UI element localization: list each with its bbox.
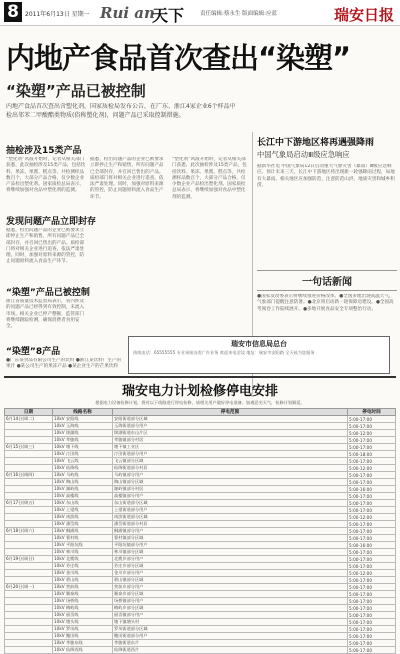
row-date [5, 535, 53, 542]
row-date [5, 521, 53, 528]
table-row [5, 437, 396, 444]
table-row [5, 570, 396, 577]
row-time: 5:00-17:00 [348, 500, 396, 507]
row-date [5, 570, 53, 577]
weather-subhead: 中国气象局启动Ⅲ级应急响应 [257, 150, 350, 159]
column-header-area: 停电范围 [113, 409, 348, 416]
row-time: 5:00-12:00 [348, 514, 396, 521]
row-area: 上望街道部分用户 [113, 507, 348, 514]
column-text-3: 浙江省质量技术监督局表示，省内涉及的问题产品已经得到有效控制，未流入市场。相关企业已停产整顿，监管部门将继续跟踪检测，确保消费者食用安全。 [6, 299, 85, 330]
row-time: 5:00-17:00 [348, 479, 396, 486]
row-time: 5:00-17:00 [348, 626, 396, 633]
row-line: 10kV 潘岱线 [53, 521, 113, 528]
row-time: 5:00-17:00 [348, 416, 396, 423]
row-line: 10kV 罗凤线 [53, 626, 113, 633]
row-time: 5:00-16:00 [348, 486, 396, 493]
row-date [5, 486, 53, 493]
section-title: 天下 [152, 6, 185, 25]
table-row [5, 521, 396, 528]
row-date [5, 437, 53, 444]
column-text-right: “塑化剂”风波开始时，记者从相关部门获悉，此次抽检涉及15类产品，包括饮料、果冻、果酱、糕点等，共检测样品数百个，大部分产品合格，仅少数企业产品检出塑化剂。国家质检总局表示，将继续加强对食品中塑化剂的监测。 [172, 157, 247, 200]
table-row [5, 493, 396, 500]
table-row [5, 633, 396, 640]
row-line: 10kV 林川线 [53, 549, 113, 556]
row-date [5, 605, 53, 612]
row-line: 10kV 北麂线 [53, 556, 113, 563]
table-row [5, 507, 396, 514]
row-area: 罗凤街道部分区域 [113, 626, 348, 633]
row-time: 5:00-16:00 [348, 542, 396, 549]
row-time: 5:00-17:00 [348, 619, 396, 626]
row-time: 5:00-17:00 [348, 647, 396, 654]
outage-table-body [5, 416, 396, 654]
row-line: 10kV 南滨线 [53, 514, 113, 521]
table-row [5, 444, 396, 451]
row-area: 潘岱街道部分村居 [113, 521, 348, 528]
table-row [5, 500, 396, 507]
table-row [5, 451, 396, 458]
row-time: 5:00-12:00 [348, 570, 396, 577]
section-heading-3: “染塑”产品已被控制 [6, 288, 90, 298]
table-row [5, 514, 396, 521]
column-header-time: 停电时间 [348, 409, 396, 416]
newspaper-logo: 瑞安日报 [333, 6, 394, 24]
column-text-4: ●广东某食品有限公司生产的饮料 ●浙江某饮料厂生产的果汁 ●某公司生产的果冻产品 ●某企业生产的芒果饮料 [6, 358, 122, 370]
row-time: 5:00-17:00 [348, 507, 396, 514]
main-subhead: “染塑”产品已被控制 [6, 82, 146, 100]
row-area: 营前乡部分用户 [113, 584, 348, 591]
row-area: 马屿镇部分用户 [113, 472, 348, 479]
table-row [5, 479, 396, 486]
row-time: 5:00-17:00 [348, 598, 396, 605]
row-area: 高楼镇部分用户 [113, 493, 348, 500]
row-area: 林川镇部分区域 [113, 549, 348, 556]
row-time: 5:00-17:00 [348, 493, 396, 500]
column-text-2: 据悉，检出问题产品的企业已被要求立即停止生产和销售，所有问题产品已全部封存，并召回已售出的产品。质检部门将对相关企业进行追查，依法严肃处理。同时，加强对原料来源的管控，防止问题原料流入食品生产环节。 [6, 228, 85, 265]
row-date [5, 612, 53, 619]
row-line: 10kV 丽岙线 [53, 612, 113, 619]
table-row [5, 486, 396, 493]
table-row [5, 605, 396, 612]
row-date: 6月15日(周三) [5, 444, 53, 451]
row-time: 5:00-17:00 [348, 423, 396, 430]
row-time: 5:00-17:00 [348, 556, 396, 563]
table-row [5, 647, 396, 654]
article-lead: 内地产食品首次查出含塑化剂，国家质检局发布公告，在广东、浙江4家企业6个样品中检出邻苯二甲酸酯类物质(俗称塑化剂)，问题产品已采取控制措施。 [6, 103, 236, 119]
section-heading-2: 发现问题产品立即封存 [6, 217, 97, 227]
row-date: 6月19日(周日) [5, 556, 53, 563]
row-area: 碧山镇部分区域 [113, 577, 348, 584]
column-text-middle: 据悉，检出问题产品的企业已被要求立即停止生产和销售，所有问题产品已全部封存，并召回已售出的产品。质检部门将对相关企业进行追查，依法严肃处理。同时，加强对原料来源的管控，防止问题原料流入食品生产环节。 [90, 157, 164, 200]
row-area: 飞云镇部分区域 [113, 458, 348, 465]
row-line: 10kV 仙降西线 [53, 647, 113, 654]
row-area: 桐浦镇部分用户 [113, 528, 348, 535]
row-date: 6月20日(周一) [5, 584, 53, 591]
row-line: 10kV 高楼线 [53, 493, 113, 500]
outage-note: 根据电力设备检修计划，将对以下线路进行停电检修，请相关用户做好停电准备。如遇恶劣天气，检修计划顺延。 [95, 400, 305, 405]
row-line: 10kV 玉海线 [53, 423, 113, 430]
row-date [5, 626, 53, 633]
table-row [5, 591, 396, 598]
row-time: 5:00-12:00 [348, 430, 396, 437]
row-area: 玉海街道部分用户 [113, 423, 348, 430]
row-time: 5:00-17:00 [348, 437, 396, 444]
table-row [5, 556, 396, 563]
brief-news-title: 一句话新闻 [257, 270, 397, 291]
header-editors: 责任编辑:蔡永生 版面编辑:应蓝 [200, 11, 277, 17]
row-date [5, 591, 53, 598]
row-line: 10kV 金川线 [53, 570, 113, 577]
table-row [5, 465, 396, 472]
row-area: 湖岭镇部分村居 [113, 486, 348, 493]
row-date: 6月17日(周五) [5, 500, 53, 507]
outage-title: 瑞安电力计划检修停电安排 [121, 384, 278, 399]
row-area: 仙降街道西片 [113, 647, 348, 654]
column-header-line: 线路名称 [53, 409, 113, 416]
table-row [5, 626, 396, 633]
row-date [5, 598, 53, 605]
row-date: 6月18日(周六) [5, 528, 53, 535]
row-date [5, 451, 53, 458]
row-time: 5:00-17:00 [348, 528, 396, 535]
row-area: 陶山镇部分区域 [113, 479, 348, 486]
table-row [5, 549, 396, 556]
row-time: 5:00-17:00 [348, 640, 396, 647]
row-time: 5:00-17:00 [348, 549, 396, 556]
row-line: 10kV 鲍田线 [53, 633, 113, 640]
row-time: 5:00-17:00 [348, 605, 396, 612]
row-area: 塘下镇塘头村 [113, 619, 348, 626]
table-row [5, 535, 396, 542]
header-pinyin: Rui an [100, 4, 155, 22]
row-area: 塘下镇工业区 [113, 444, 348, 451]
section-heading-1: 抽检涉及15类产品 [6, 146, 82, 156]
header-date: 2011年6月13日 星期一 [25, 11, 90, 18]
row-line: 10kV 塘头线 [53, 619, 113, 626]
row-time: 5:00-17:00 [348, 633, 396, 640]
row-line: 10kV 陶山线 [53, 479, 113, 486]
row-date [5, 479, 53, 486]
row-line: 10kV 曹村线 [53, 535, 113, 542]
row-line: 10kV 场桥线 [53, 598, 113, 605]
row-date [5, 542, 53, 549]
row-area: 锦湖街道东山片区 [113, 430, 348, 437]
column-text-1: “塑化剂”风波开始时，记者从相关部门获悉，此次抽检涉及15类产品，包括饮料、果冻、果酱、糕点等，共检测样品数百个，大部分产品合格，仅少数企业产品检出塑化剂。国家质检总局表示，将继续加强对食品中塑化剂的监测。 [6, 157, 86, 194]
row-date [5, 514, 53, 521]
row-line: 10kV 仙降线 [53, 465, 113, 472]
table-row [5, 458, 396, 465]
row-date [5, 619, 53, 626]
row-area: 安阳街道部分区域 [113, 416, 348, 423]
row-time: 5:00-17:00 [348, 444, 396, 451]
row-line: 10kV 汀田线 [53, 451, 113, 458]
row-time: 5:00-17:00 [348, 535, 396, 542]
row-line: 10kV 安阳线 [53, 416, 113, 423]
row-date [5, 563, 53, 570]
table-row [5, 577, 396, 584]
table-row [5, 430, 396, 437]
row-date [5, 647, 53, 654]
row-area: 平阳坑镇部分用户 [113, 542, 348, 549]
table-row [5, 598, 396, 605]
row-area: 场桥镇部分用户 [113, 598, 348, 605]
row-line: 10kV 马屿线 [53, 472, 113, 479]
row-area: 顺泰乡部分区域 [113, 591, 348, 598]
ad-text: 热线电话：65555555 专业承接各类广告业务 欢迎来电洽谈 地址：瑞安市安阳路 全天候为您服务 [133, 350, 315, 355]
advertisement [128, 336, 390, 374]
row-time: 5:00-12:00 [348, 465, 396, 472]
row-date [5, 423, 53, 430]
ad-title: 瑞安市信息局总台 [231, 340, 287, 348]
row-line: 10kV 湖岭线 [53, 486, 113, 493]
row-area: 曹村镇部分区域 [113, 535, 348, 542]
row-time: 5:00-17:00 [348, 584, 396, 591]
row-date [5, 465, 53, 472]
row-line: 10kV 碧山线 [53, 577, 113, 584]
row-date: 6月14日(周二) [5, 416, 53, 423]
row-line: 10kV 营前线 [53, 584, 113, 591]
row-time: 5:00-17:00 [348, 458, 396, 465]
row-date [5, 458, 53, 465]
row-area: 芳庄乡部分区域 [113, 563, 348, 570]
power-outage-section [4, 376, 396, 653]
row-area: 丽岙镇部分用户 [113, 612, 348, 619]
page-header [0, 0, 400, 26]
row-area: 北麂乡部分用户 [113, 556, 348, 563]
row-time: 5:00-17:00 [348, 612, 396, 619]
row-line: 10kV 塘下线 [53, 444, 113, 451]
row-area: 仙降街道部分村居 [113, 465, 348, 472]
row-area: 鲍田街道部分用户 [113, 633, 348, 640]
row-date [5, 493, 53, 500]
page-number: 8 [4, 2, 22, 22]
row-line: 10kV 顺泰线 [53, 591, 113, 598]
weather-headline: 长江中下游地区将再遇强降雨 [257, 138, 375, 148]
table-row [5, 612, 396, 619]
table-row [5, 584, 396, 591]
row-line: 10kV 桐浦线 [53, 528, 113, 535]
table-row [5, 472, 396, 479]
row-date [5, 507, 53, 514]
table-row [5, 563, 396, 570]
row-area: 梅屿乡部分区域 [113, 605, 348, 612]
row-date [5, 577, 53, 584]
table-row [5, 423, 396, 430]
row-line: 10kV 飞云线 [53, 458, 113, 465]
row-time: 5:00-18:00 [348, 451, 396, 458]
main-headline: 内地产食品首次查出“染塑” [6, 41, 351, 72]
column-header-date: 日期 [5, 409, 53, 416]
row-time: 5:00-17:00 [348, 563, 396, 570]
row-date: 6月16日(周四) [5, 472, 53, 479]
row-time: 5:00-17:00 [348, 591, 396, 598]
table-row [5, 416, 396, 423]
table-header-row [5, 409, 396, 416]
row-date [5, 633, 53, 640]
row-area: 金川乡部分用户 [113, 570, 348, 577]
brief-news-text: ●国家发改委表示将继续推进价格改革。●全国多地出现高温天气，气象部门提醒注意防暑。●北京将启动新一轮保障房建设。●全国高考阅卷工作陆续展开。●多地开展食品安全专项整治行动。 [257, 294, 394, 312]
row-area: 汀田街道部分用户 [113, 451, 348, 458]
row-line: 10kV 莘塍线 [53, 437, 113, 444]
weather-text: 据新华社电 中国气象局12日启动重大气象灾害（暴雨）Ⅲ级应急响应。预计未来三天，长江中下游地区将出现新一轮强降雨过程，局地有大暴雨。相关地区应加强防范，注意防范山洪、地质灾害和城乡积涝。 [257, 164, 395, 188]
section-heading-4: “染塑”8产品 [6, 347, 61, 357]
row-line: 10kV 莘塍东线 [53, 640, 113, 647]
table-row [5, 528, 396, 535]
row-date [5, 430, 53, 437]
table-row [5, 542, 396, 549]
row-area: 东山街道部分区域 [113, 500, 348, 507]
table-row [5, 619, 396, 626]
row-line: 10kV 上望线 [53, 507, 113, 514]
row-line: 10kV 锦湖线 [53, 430, 113, 437]
outage-table [4, 408, 396, 654]
row-line: 10kV 梅屿线 [53, 605, 113, 612]
row-area: 莘塍街道东片 [113, 640, 348, 647]
row-line: 10kV 平阳坑线 [53, 542, 113, 549]
row-area: 南滨街道部分区域 [113, 514, 348, 521]
row-area: 莘塍镇部分村居 [113, 437, 348, 444]
row-line: 10kV 芳庄线 [53, 563, 113, 570]
row-time: 5:00-17:00 [348, 472, 396, 479]
row-date [5, 549, 53, 556]
row-line: 10kV 东山线 [53, 500, 113, 507]
row-time: 5:00-17:00 [348, 577, 396, 584]
row-time: 5:00-17:00 [348, 521, 396, 528]
